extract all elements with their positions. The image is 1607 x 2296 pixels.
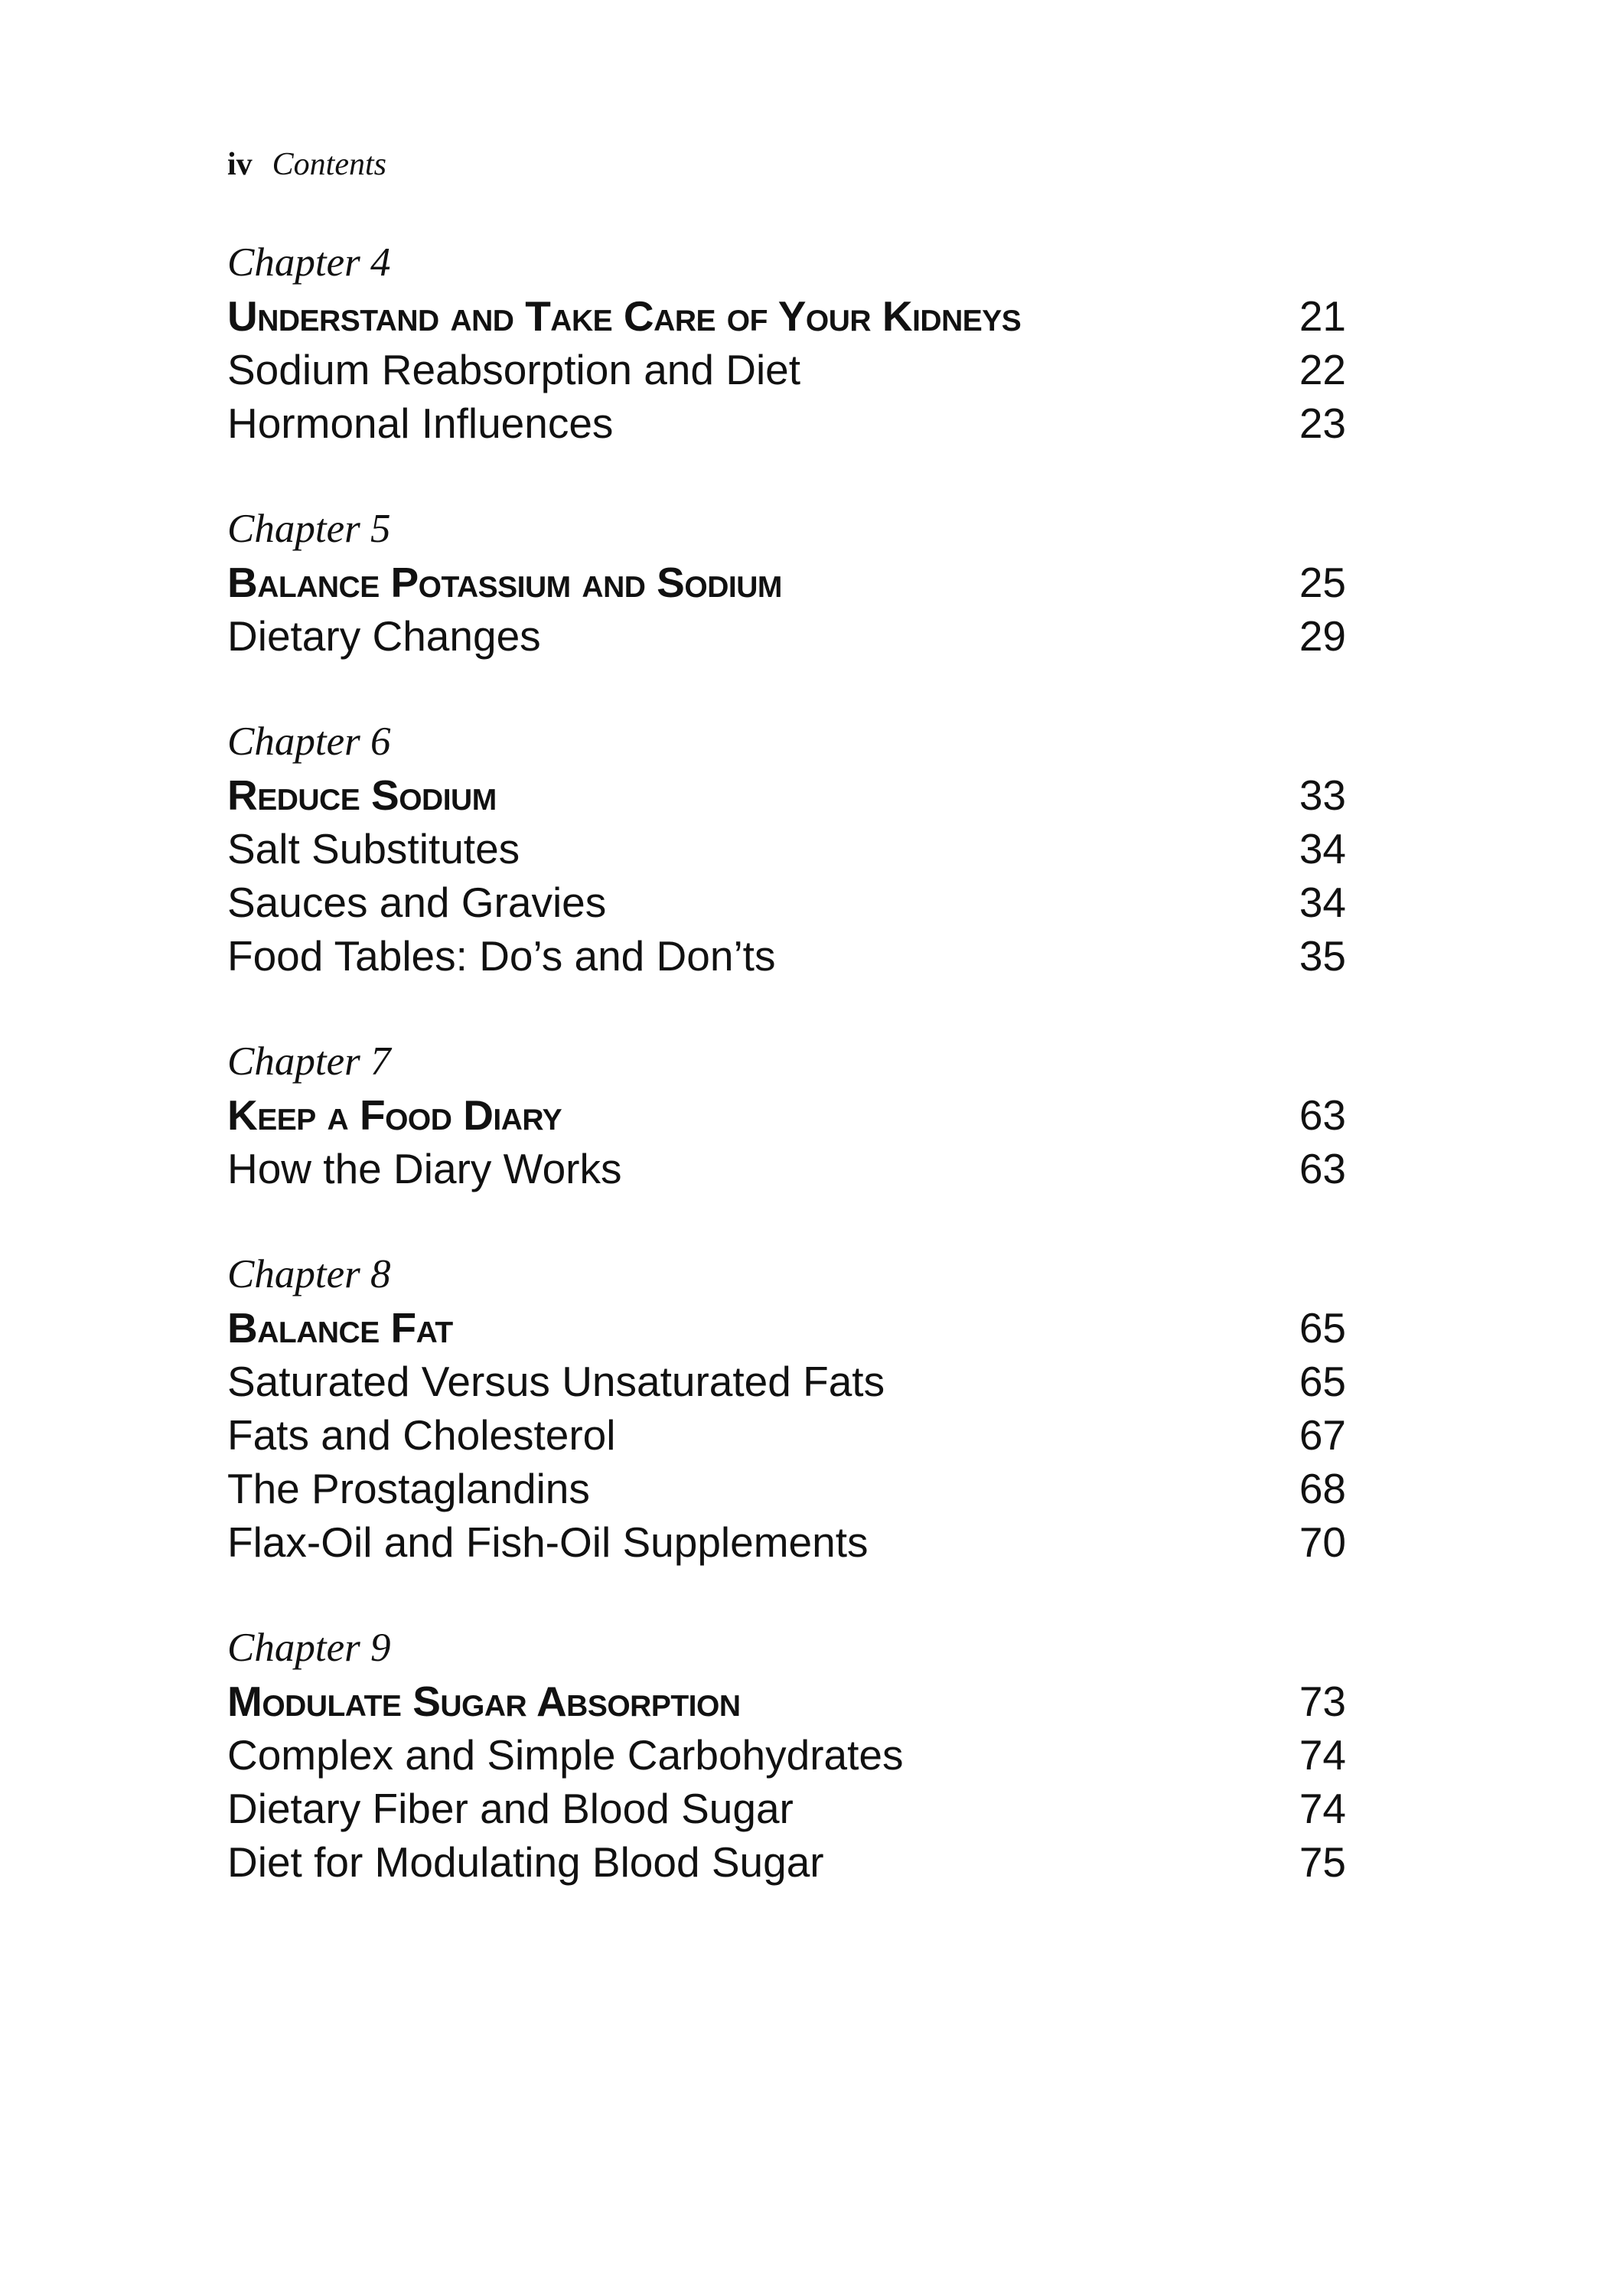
section-row — [227, 822, 1346, 876]
section-title: Sauces and Gravies — [227, 879, 607, 926]
section-row — [227, 1462, 1346, 1515]
page-number: 73 — [1299, 1678, 1346, 1725]
section-row — [227, 1728, 1346, 1782]
page-number: 70 — [1299, 1518, 1346, 1566]
section-title: How the Diary Works — [227, 1145, 622, 1192]
section-row — [227, 876, 1346, 929]
section-row — [227, 1408, 1346, 1462]
page-number: 22 — [1299, 346, 1346, 393]
section-row — [227, 1355, 1346, 1408]
section-row — [227, 396, 1346, 450]
chapter-block — [227, 1035, 1346, 1195]
chapter-block — [227, 1621, 1346, 1889]
section-row — [227, 1142, 1346, 1195]
page-number: 75 — [1299, 1838, 1346, 1886]
page-number: 35 — [1299, 932, 1346, 980]
chapter-label: Chapter 9 — [227, 1626, 391, 1670]
page-number: 33 — [1299, 771, 1346, 819]
page-number: 63 — [1299, 1145, 1346, 1192]
chapter-title: Balance Fat — [227, 1304, 453, 1352]
section-title: Sodium Reabsorption and Diet — [227, 346, 801, 393]
section-title: Fats and Cholesterol — [227, 1411, 616, 1459]
page-number: 65 — [1299, 1358, 1346, 1405]
table-of-contents — [227, 236, 1346, 1941]
chapter-title: Keep a Food Diary — [227, 1091, 562, 1139]
chapter-label: Chapter 8 — [227, 1252, 391, 1296]
section-title: Flax-Oil and Fish-Oil Supplements — [227, 1518, 869, 1566]
section-title: Saturated Versus Unsaturated Fats — [227, 1358, 885, 1405]
page-number: 63 — [1299, 1091, 1346, 1139]
section-row — [227, 343, 1346, 396]
section-row — [227, 609, 1346, 663]
section-row — [227, 929, 1346, 983]
section-title: Dietary Changes — [227, 612, 541, 660]
chapter-title: Reduce Sodium — [227, 771, 497, 819]
chapter-heading-row — [227, 768, 1346, 822]
section-title: Salt Substitutes — [227, 825, 520, 872]
chapter-block — [227, 236, 1346, 450]
page-number: 74 — [1299, 1731, 1346, 1779]
section-title: Diet for Modulating Blood Sugar — [227, 1838, 824, 1886]
chapter-block — [227, 715, 1346, 983]
chapter-block — [227, 502, 1346, 663]
page-number: 67 — [1299, 1411, 1346, 1459]
section-title: Hormonal Influences — [227, 400, 614, 447]
page-folio: iv — [227, 147, 253, 182]
page-number: 74 — [1299, 1785, 1346, 1832]
page-number: 34 — [1299, 879, 1346, 926]
chapter-label: Chapter 6 — [227, 719, 391, 764]
chapter-heading-row — [227, 556, 1346, 609]
section-title: Food Tables: Do’s and Don’ts — [227, 932, 776, 980]
chapter-heading-row — [227, 1301, 1346, 1355]
chapter-label: Chapter 5 — [227, 507, 391, 551]
chapter-heading-row — [227, 1675, 1346, 1728]
chapter-title: Modulate Sugar Absorption — [227, 1678, 741, 1725]
page-number: 25 — [1299, 559, 1346, 606]
chapter-heading-row — [227, 1088, 1346, 1142]
section-row — [227, 1515, 1346, 1569]
chapter-heading-row — [227, 289, 1346, 343]
section-row — [227, 1782, 1346, 1835]
chapter-title: Understand and Take Care of Your Kidneys — [227, 292, 1022, 340]
running-head-title: Contents — [272, 147, 387, 182]
chapter-block — [227, 1247, 1346, 1569]
page-number: 65 — [1299, 1304, 1346, 1352]
page-number: 21 — [1299, 292, 1346, 340]
page-number: 29 — [1299, 612, 1346, 660]
section-row — [227, 1835, 1346, 1889]
section-title: Complex and Simple Carbohydrates — [227, 1731, 904, 1779]
chapter-title: Balance Potassium and Sodium — [227, 559, 782, 606]
page-number: 34 — [1299, 825, 1346, 872]
page-number: 68 — [1299, 1465, 1346, 1512]
page-number: 23 — [1299, 400, 1346, 447]
chapter-label: Chapter 7 — [227, 1039, 391, 1084]
section-title: The Prostaglandins — [227, 1465, 590, 1512]
chapter-label: Chapter 4 — [227, 240, 391, 285]
section-title: Dietary Fiber and Blood Sugar — [227, 1785, 794, 1832]
running-head — [227, 145, 386, 184]
